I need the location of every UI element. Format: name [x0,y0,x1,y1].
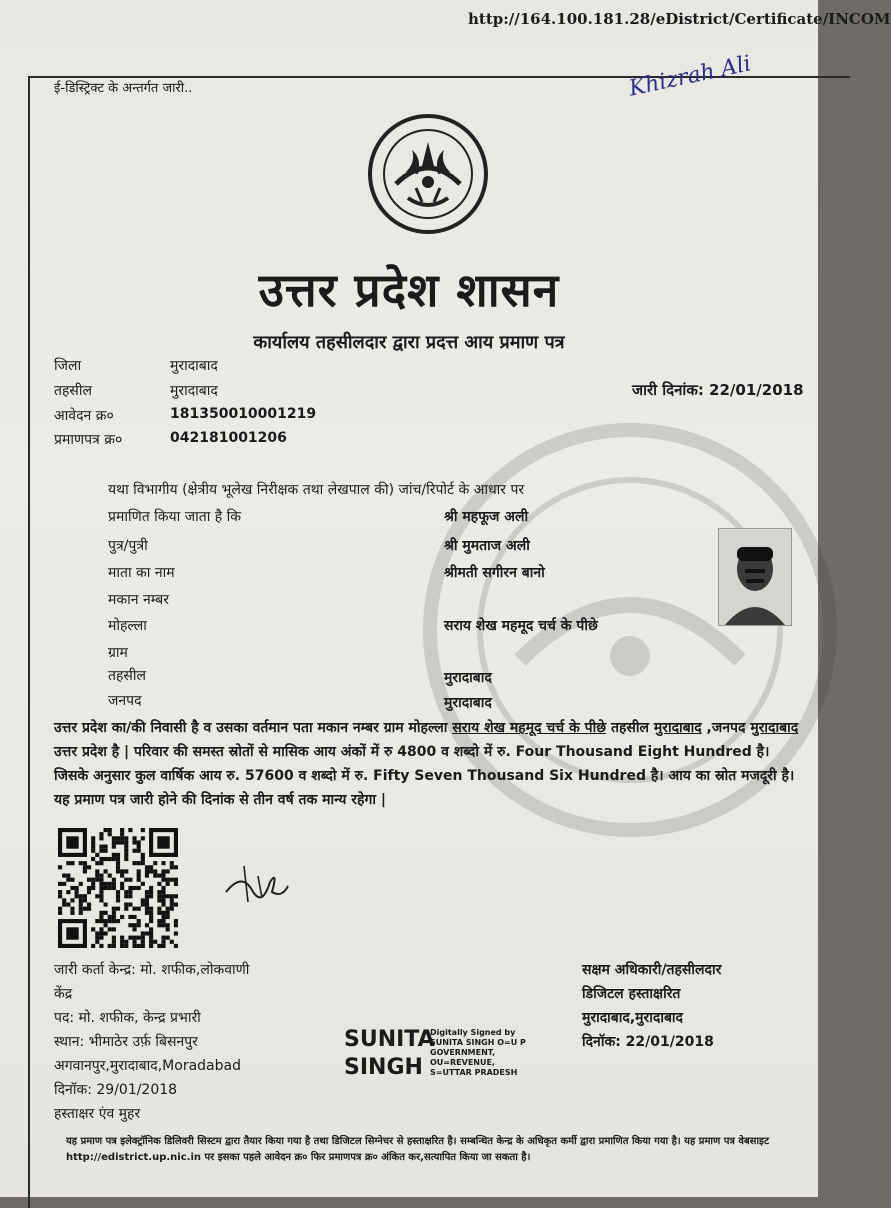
father-name: श्री मुमताज अली [444,538,530,554]
holder-name: श्री महफूज अली [444,509,529,525]
signature-scribble-icon [222,862,292,906]
district-value: मुरादाबाद [170,358,218,374]
dsig-line: Digitally Signed by [430,1028,516,1037]
address-underlined: सराय शेख महमूद चर्च के पीछे [452,720,607,736]
body-text-part: ,जनपद [701,720,751,736]
tehsil-label: तहसील [54,383,92,399]
issuing-center-block [54,958,354,1126]
intro-line: यथा विभागीय (क्षेत्रीय भूलेख निरीक्षक तथा लेखपाल की) जांच/रिपोर्ट के आधार पर [108,482,525,498]
document-subtitle: कार्यालय तहसीलदार द्वारा प्रदत्त आय प्रमाण पत्र [253,332,565,353]
holder-photo [718,528,792,626]
tehsil-underlined: मुरादाबाद [653,720,702,736]
district-label: जिला [54,358,82,374]
tehsil-detail-label: तहसील [108,668,146,684]
authority-date: दिनॉक: 22/01/2018 [582,1034,714,1050]
dsig-line: OU=REVENUE, [430,1058,495,1067]
person-photo-icon [719,529,791,625]
certificate-no-label: प्रमाणपत्र क्र० [54,432,123,448]
digital-signature-details [430,1028,526,1078]
document-title: उत्तर प्रदेश शासन [258,263,560,317]
issuer-date: दिनॉक: 29/01/2018 [54,1082,178,1098]
body-text-part: तहसील [606,720,654,736]
qr-code-icon [58,828,178,948]
dsig-line: GOVERNMENT, [430,1048,496,1057]
issuer-place: स्थान: भीमाठेर उर्फ़ बिसनपुर [54,1034,198,1050]
district-detail-value: मुरादाबाद [444,695,492,711]
locality-value: सराय शेख महमूद चर्च के पीछे [444,618,598,634]
village-label: ग्राम [108,645,128,661]
issuer-place-line2: अगवानपुर,मुरादाबाद,Moradabad [54,1058,241,1074]
signer-last-name: SINGH [344,1055,423,1080]
district-underlined: मुरादाबाद [750,720,799,736]
page-url: http://164.100.181.28/eDistrict/Certificate/INCOM [468,10,891,28]
application-no-label: आवेदन क्र० [54,408,114,424]
certified-label: प्रमाणित किया जाता है कि [108,509,242,525]
dsig-line: S=UTTAR PRADESH [430,1068,518,1077]
issuing-center-line: केंद्र [54,986,73,1002]
competent-authority-block [582,958,721,1054]
up-government-emblem-icon [366,112,490,236]
issuing-center-line: जारी कर्ता केन्द्र: मो. शफीक,लोकवाणी [54,962,250,978]
mother-label: माता का नाम [108,565,175,581]
body-text-part: उत्तर प्रदेश का/की निवासी है व उसका वर्तमान पता मकान नम्बर ग्राम मोहल्ला [54,720,453,736]
application-no-value: 181350010001219 [170,406,317,422]
issued-under-note: ई-डिस्ट्रिक्ट के अन्तर्गत जारी.. [54,81,193,96]
body-text-part: उत्तर प्रदेश है | परिवार की समस्त स्रोतों से मासिक आय अंकों में रु 4800 व शब्दो में रु. Four Thousand Eight Hundred है। जिसके अनुसार कुल वार्षिक आय रु. 57600 व शब्दो में रु. Fifty Seven Thousand Six Hundred है। आय का स्रोत मजदूरी है। यह प्रमाण पत्र जारी होने की दिनांक से तीन वर्ष तक मान्य रहेगा | [54,744,795,808]
signature-seal-label: हस्ताक्षर एंव मुहर [54,1106,141,1122]
district-detail-label: जनपद [108,693,142,709]
verification-footer: यह प्रमाण पत्र इलेक्ट्रॉनिक डिलिवरी सिस्टम द्वारा तैयार किया गया है तथा डिजिटल सिग्नेचर से हस्ताक्षरित है। सम्बन्धित केन्द्र के अधिकृत कर्मी द्वारा प्रमाणित किया गया है। यह प्रमाण पत्र वेबसाइट http://edistrict.up.nic.in पर इसका पहले आवेदन क्र० फिर प्रमाणपत्र क्र० अंकित कर,सत्यापित किया जा सकता है। [66,1136,769,1163]
house-no-label: मकान नम्बर [108,592,170,608]
tehsil-detail-value: मुरादाबाद [444,670,492,686]
issuer-designation: पद: मो. शफीक, केन्द्र प्रभारी [54,1010,201,1026]
tehsil-value: मुरादाबाद [170,383,218,399]
certificate-no-value: 042181001206 [170,430,287,446]
locality-label: मोहल्ला [108,618,147,634]
parent-label: पुत्र/पुत्री [108,538,148,554]
digitally-signed-label: डिजिटल हस्ताक्षरित [582,986,681,1002]
handwritten-name: Khizrah Ali [626,51,754,102]
certificate-body-text [54,716,804,812]
signer-first-name: SUNITA [344,1027,435,1052]
authority-title: सक्षम अधिकारी/तहसीलदार [582,962,722,978]
dsig-line: SUNITA SINGH O=U P [430,1038,526,1047]
authority-location: मुरादाबाद,मुरादाबाद [582,1010,683,1026]
issue-date: जारी दिनांक: 22/01/2018 [632,381,804,399]
mother-name: श्रीमती सगीरन बानो [444,565,545,581]
digital-signer-name [344,1026,435,1082]
